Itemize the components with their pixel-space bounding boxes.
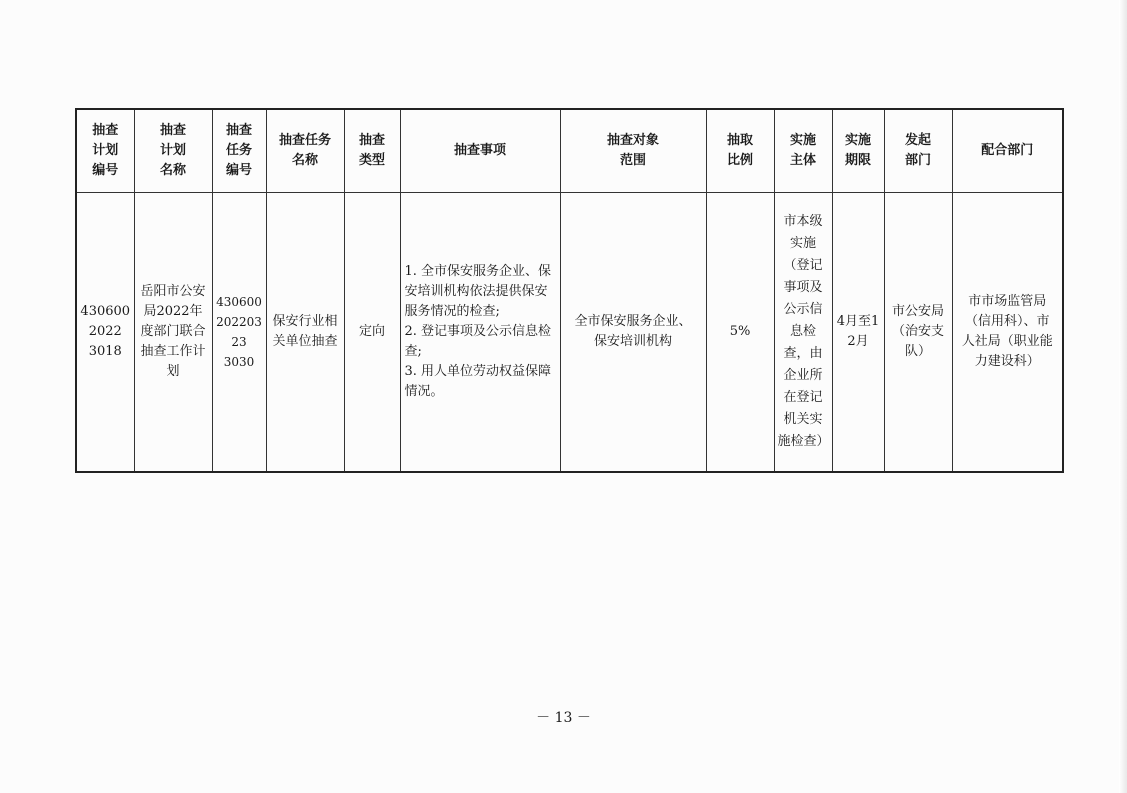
cell-check-items bbox=[400, 193, 560, 473]
cell-check-type: 定向 bbox=[344, 193, 400, 473]
cell-task-number: 430600 20220323 3030 bbox=[212, 193, 266, 473]
page-number: － 13 － bbox=[536, 710, 591, 726]
table-row bbox=[76, 193, 1063, 473]
cell-task-name: 保安行业相关单位抽查 bbox=[266, 193, 344, 473]
header-cooperating-departments: 配合部门 bbox=[952, 109, 1063, 193]
header-implementer: 实施 主体 bbox=[774, 109, 832, 193]
header-period: 实施 期限 bbox=[832, 109, 884, 193]
header-plan-number: 抽查 计划 编号 bbox=[76, 109, 134, 193]
header-check-scope: 抽查对象 范围 bbox=[560, 109, 706, 193]
cell-plan-number: 430600 2022 3018 bbox=[76, 193, 134, 473]
cell-implementer: 市本级实施（登记事项及公示信息检查，由企业所在登记机关实施检查） bbox=[774, 193, 832, 473]
header-check-type: 抽查 类型 bbox=[344, 109, 400, 193]
header-sample-ratio: 抽取 比例 bbox=[706, 109, 774, 193]
header-check-items: 抽查事项 bbox=[400, 109, 560, 193]
cell-check-scope: 全市保安服务企业、保安培训机构 bbox=[560, 193, 706, 473]
header-task-name: 抽查任务 名称 bbox=[266, 109, 344, 193]
cell-period: 4月至12月 bbox=[832, 193, 884, 473]
check-item: 1. 全市保安服务企业、保安培训机构依法提供保安服务情况的检查; bbox=[404, 264, 552, 319]
scan-edge bbox=[1119, 0, 1127, 793]
cell-plan-name: 岳阳市公安局2022年度部门联合抽查工作计划 bbox=[134, 193, 212, 473]
header-plan-name: 抽查 计划 名称 bbox=[134, 109, 212, 193]
cell-sample-ratio: 5% bbox=[706, 193, 774, 473]
table-header-row bbox=[76, 109, 1063, 193]
header-task-number: 抽查 任务 编号 bbox=[212, 109, 266, 193]
cell-initiator: 市公安局（治安支队） bbox=[884, 193, 952, 473]
cell-cooperating-departments: 市市场监管局（信用科）、市人社局（职业能力建设科） bbox=[952, 193, 1063, 473]
check-item: 2. 登记事项及公示信息检查; bbox=[404, 324, 552, 359]
spot-check-plan-table bbox=[75, 108, 1064, 473]
header-initiator: 发起 部门 bbox=[884, 109, 952, 193]
check-item: 3. 用人单位劳动权益保障情况。 bbox=[404, 364, 552, 399]
